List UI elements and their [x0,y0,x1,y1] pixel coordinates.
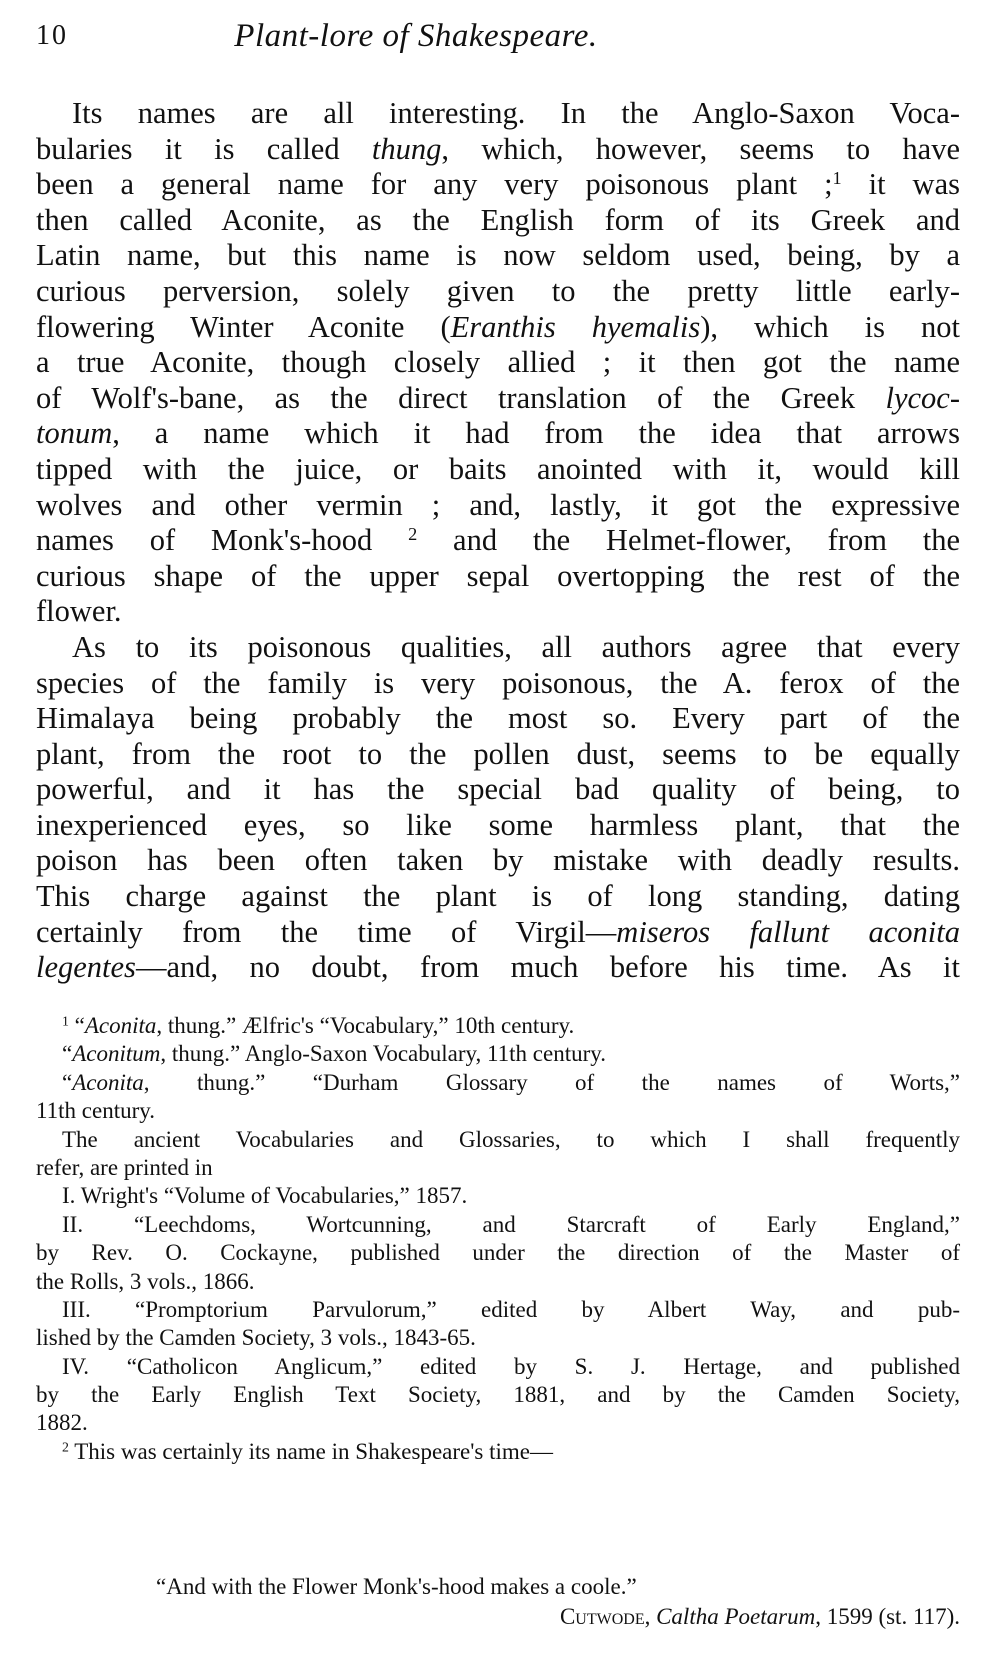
text-line: curious perversion, solely given to the pretty little early- [36,273,960,308]
text-line: tonum, a name which it had from the idea that arrows [36,416,960,451]
quoted-verse: “And with the Flower Monk's-hood makes a coole.” [156,1574,637,1599]
text-line: then called Aconite, as the English form of its Greek and [36,202,960,237]
footnote-line: the Rolls, 3 vols., 1866. [36,1268,255,1294]
text-line: flowering Winter Aconite (Eranthis hyemalis), which is not [36,309,960,344]
paragraph-2 [36,630,960,986]
text-line: Himalaya being probably the most so. Every part of the [36,701,960,736]
running-title: Plant-lore of Shakespeare. [234,18,598,54]
citation-author: Cutwode [559,1604,645,1629]
text-line: poison has been often taken by mistake with deadly results. [36,843,960,878]
citation-work: Caltha Poetarum [656,1604,816,1629]
italic-text: Aconita [72,1069,144,1095]
footnote-line: I. Wright's “Volume of Vocabularies,” 1857. [62,1183,468,1209]
italic-text: Eranthis hyemalis [450,309,701,344]
footnote-marker: 1 [832,168,842,189]
footnote-line: “Aconita, thung.” “Durham Glossary of the names of Worts,” [62,1069,960,1095]
text-line: of Wolf's-bane, as the direct translation of the Greek lycoc- [36,380,960,415]
text-line: wolves and other vermin ; and, lastly, it got the expressive [36,487,960,522]
text-line: powerful, and it has the special bad quality of being, to [36,772,960,807]
footnote-line: by Rev. O. Cockayne, published under the direction of the Master of [36,1240,960,1266]
footnote-line: II. “Leechdoms, Wortcunning, and Starcraft of Early England,” [62,1211,960,1237]
italic-text: legentes [36,950,136,985]
text-line: certainly from the time of Virgil—miseros fallunt aconita [36,914,960,949]
body-text [36,96,960,986]
text-line: plant, from the root to the pollen dust, seems to be equally [36,736,960,771]
footnote-line: 11th century. [36,1098,156,1124]
footnote-marker: 2 [408,524,418,545]
text-line: This charge against the plant is of long standing, dating [36,879,960,914]
footnote-2 [36,1438,960,1466]
footnote-line: $^1$ “Aconita, thung.” Ælfric's “Vocabulary,” 10th century. [62,1013,575,1038]
text-line: Latin name, but this name is now seldom used, being, by a [36,238,960,273]
italic-text: thung [371,131,442,166]
footnote-1 [36,1012,960,1438]
italic-text: Aconitum [72,1041,161,1067]
footnote-marker: 2 [62,1439,69,1455]
footnote-line: The ancient Vocabularies and Glossaries, to which I shall frequently [62,1126,960,1152]
text-line: a true Aconite, though closely allied ; it then got the name [36,345,960,380]
italic-text: miseros fallunt aconita [616,914,960,949]
italic-text: Aconita [84,1013,157,1038]
footnote-line: lished by the Camden Society, 3 vols., 1843-65. [36,1325,476,1351]
footnote-line: $^2$ This was certainly its name in Shakespeare's time— [62,1439,553,1464]
page-number: 10 [36,20,68,51]
text-line: Its names are all interesting. In the Anglo-Saxon Voca- [72,96,960,130]
text-line: inexperienced eyes, so like some harmless plant, that the [36,807,960,842]
text-line: curious shape of the upper sepal overtopping the rest of the [36,558,960,593]
page-header [36,18,966,62]
italic-text: lycoc- [885,380,960,415]
footnote-marker: 1 [62,1013,69,1029]
footnote-line: III. “Promptorium Parvulorum,” edited by Albert Way, and pub- [62,1296,960,1322]
footnote-line: IV. “Catholicon Anglicum,” edited by S. J. Hertage, and published [62,1353,960,1379]
footnote-line: by the Early English Text Society, 1881, and by the Camden Society, [36,1382,960,1408]
text-line: As to its poisonous qualities, all authors agree that every [72,629,960,664]
text-line: been a general name for any very poisonous plant ;$^1$ it was [36,167,960,202]
verse-citation: Cutwode, Caltha Poetarum, 1599 (st. 117). [559,1604,960,1629]
footnote-line: 1882. [36,1410,88,1436]
italic-text: tonum [36,416,113,451]
citation-detail: , 1599 (st. 117). [815,1604,960,1629]
footnote-line: “Aconitum, thung.” Anglo-Saxon Vocabulary, 11th century. [62,1041,607,1067]
text-line: bularies it is called thung, which, however, seems to have [36,131,960,166]
text-line: flower. [36,594,122,629]
footnote-line: refer, are printed in [36,1154,213,1180]
paragraph-1 [36,96,960,630]
text-line: tipped with the juice, or baits anointed with it, would kill [36,451,960,486]
text-line: legentes—and, no doubt, from much before his time. As it [36,950,960,985]
text-line: species of the family is very poisonous, the A. ferox of the [36,665,960,700]
text-line: names of Monk's-hood $^2$ and the Helmet-flower, from the [36,523,961,558]
